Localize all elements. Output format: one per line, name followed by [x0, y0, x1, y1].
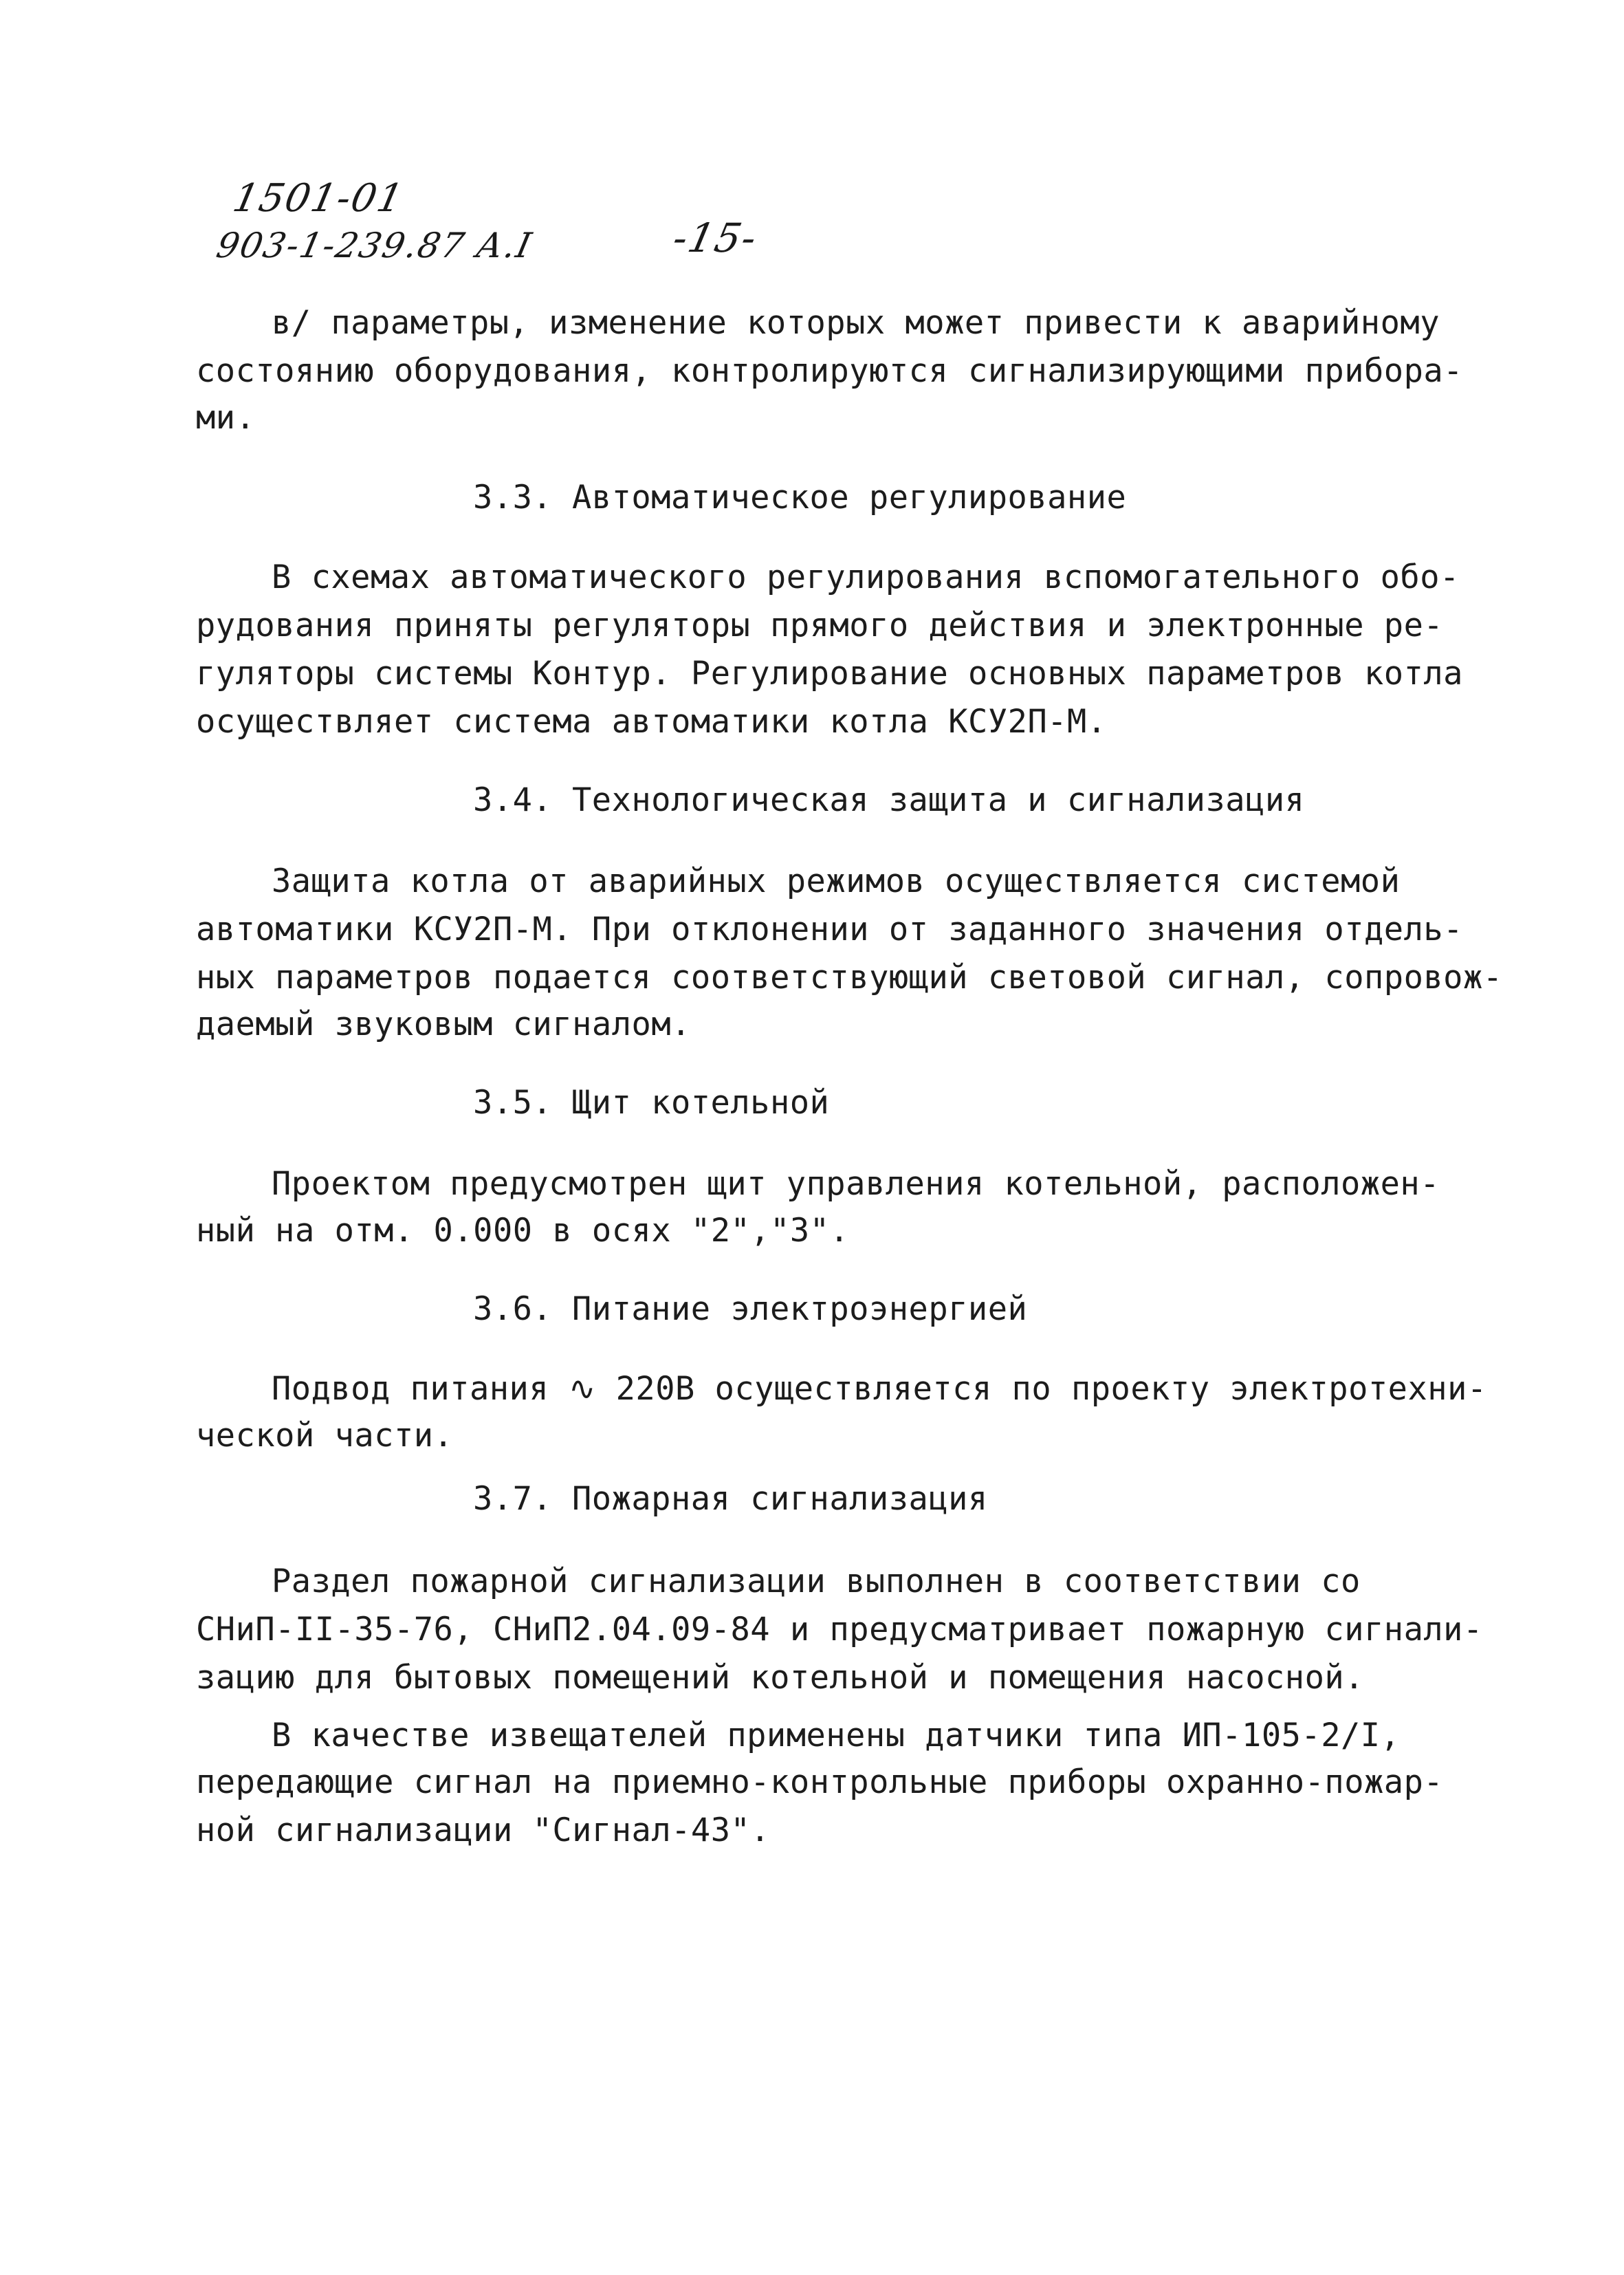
- intro-line: состоянию оборудования, контролируются сигнализирующими прибора-: [196, 352, 1463, 390]
- section-heading-3-6: 3.6. Питание электроэнергией: [473, 1290, 1028, 1328]
- paragraph-line: даемый звуковым сигналом.: [196, 1005, 691, 1043]
- paragraph-line: гуляторы системы Контур. Регулирование основных параметров котла: [196, 655, 1463, 693]
- paragraph-line: зацию для бытовых помещений котельной и помещения насосной.: [196, 1659, 1364, 1697]
- intro-line: ми.: [196, 399, 256, 437]
- document-code-line2: 903-1-239.87 А.I: [212, 226, 536, 265]
- paragraph-line: передающие сигнал на приемно-контрольные приборы охранно-пожар-: [196, 1763, 1444, 1801]
- paragraph-line: ческой части.: [196, 1417, 454, 1455]
- paragraph-line: Подвод питания ∿ 220В осуществляется по проекту электротехни-: [272, 1370, 1487, 1408]
- document-code-line1: 1501-01: [229, 176, 408, 221]
- paragraph-line: автоматики КСУ2П-М. При отклонении от заданного значения отдель-: [196, 911, 1463, 948]
- paragraph-line: СНиП-II-35-76, СНиП2.04.09-84 и предусматривает пожарную сигнали-: [196, 1611, 1483, 1648]
- paragraph-line: рудования приняты регуляторы прямого действия и электронные ре-: [196, 607, 1444, 644]
- section-heading-3-5: 3.5. Щит котельной: [473, 1084, 830, 1122]
- section-heading-3-7: 3.7. Пожарная сигнализация: [473, 1480, 988, 1518]
- paragraph-line: ных параметров подается соответствующий световой сигнал, сопровож-: [196, 959, 1503, 997]
- intro-line: в/ параметры, изменение которых может привести к аварийному: [272, 304, 1440, 342]
- paragraph-line: В схемах автоматического регулирования вспомогательного обо-: [272, 558, 1460, 596]
- paragraph-line: ный на отм. 0.000 в осях "2","3".: [196, 1212, 850, 1250]
- paragraph-line: В качестве извещателей применены датчики типа ИП-105-2/I,: [272, 1717, 1401, 1754]
- section-heading-3-4: 3.4. Технологическая защита и сигнализация: [473, 781, 1305, 819]
- section-heading-3-3: 3.3. Автоматическое регулирование: [473, 479, 1127, 516]
- page-number: -15-: [668, 215, 762, 261]
- paragraph-line: Защита котла от аварийных режимов осуществляется системой: [272, 862, 1401, 900]
- paragraph-line: Раздел пожарной сигнализации выполнен в соответствии со: [272, 1563, 1361, 1600]
- paragraph-line: осуществляет система автоматики котла КСУ2П-М.: [196, 703, 1107, 741]
- paragraph-line: Проектом предусмотрен щит управления котельной, расположен-: [272, 1165, 1440, 1203]
- paragraph-line: ной сигнализации "Сигнал-43".: [196, 1811, 771, 1849]
